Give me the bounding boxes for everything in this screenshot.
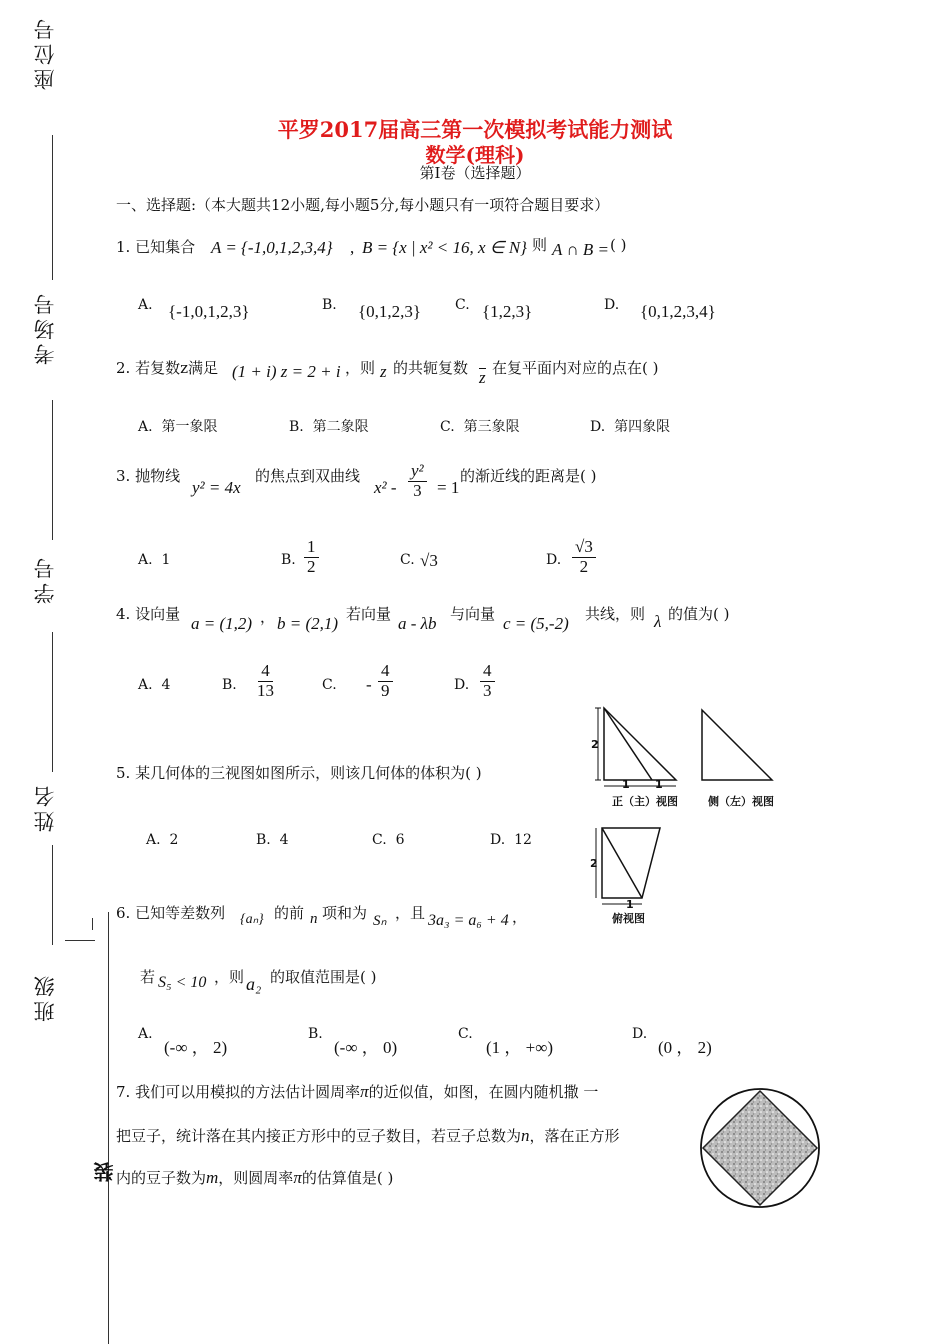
q3-option-c-value: √3 xyxy=(420,551,438,570)
front-view-caption: 正（主）视图 xyxy=(612,795,678,808)
q7-n: n xyxy=(521,1126,530,1145)
q6-a2: a₂ xyxy=(246,974,262,994)
q1-option-c-label: C. xyxy=(455,297,470,313)
student-id-fill-line xyxy=(52,632,53,772)
q4-mid3: 共线，则 xyxy=(585,605,646,623)
q4-option-b-numerator: 4 xyxy=(258,662,273,682)
student-id-label: 学号 xyxy=(33,554,57,604)
side-view-caption: 侧（左）视图 xyxy=(708,795,774,808)
q5-option-d-label: D. xyxy=(490,832,506,848)
q2-option-c-label: C. xyxy=(440,419,455,435)
q3-hyperbola-denominator: 3 xyxy=(413,480,422,500)
q7-pi-2: π xyxy=(293,1168,302,1187)
q4-lead: 设向量 xyxy=(135,605,181,623)
q4-option-c-numerator: 4 xyxy=(378,662,393,682)
q3-option-d-label: D. xyxy=(546,552,562,568)
q3-hyperbola-numerator: y² xyxy=(408,462,427,482)
q4-mid: 若向量 xyxy=(346,605,392,623)
q3-parabola: y² = 4x xyxy=(192,478,241,497)
q5-option-a-value: 2 xyxy=(169,832,179,848)
q4-option-b-denominator: 13 xyxy=(257,680,274,700)
binding-tick xyxy=(92,918,93,930)
q2-z: z xyxy=(380,362,387,381)
q6-option-c-value: (1 ， +∞) xyxy=(486,1038,554,1057)
q6-line2-tail: 的取值范围是( ) xyxy=(270,968,377,986)
q1-then: 则 xyxy=(532,236,548,254)
q2-z-bar: z xyxy=(479,368,486,387)
q2-tail: 在复平面内对应的点在( ) xyxy=(492,359,659,377)
q7-number: 7. xyxy=(116,1083,131,1101)
q7-line2b: ，落在正方形 xyxy=(529,1127,620,1145)
q6-s5-condition: S₅ < 10 xyxy=(158,974,207,991)
q5-option-c-label: C. xyxy=(372,832,387,848)
q6-sum: Sₙ xyxy=(373,913,387,929)
q2-option-d-value: 第四象限 xyxy=(614,419,671,435)
seat-label: 座位号 xyxy=(33,15,57,90)
q3-lead: 抛物线 xyxy=(135,467,181,485)
q1-comma: , xyxy=(350,238,355,257)
front-view-height-label: 2 xyxy=(591,738,599,751)
q2-conjugate-text: 的共轭复数 xyxy=(393,359,469,377)
three-view-figure xyxy=(590,700,790,930)
q4-option-c-denominator: 9 xyxy=(381,680,390,700)
q1-option-b-value: {0,1,2,3} xyxy=(358,302,422,321)
q1-lead: 已知集合 xyxy=(135,238,196,256)
exam-room-label: 考场号 xyxy=(33,290,57,365)
q6-end: ， xyxy=(512,908,528,926)
name-fill-line xyxy=(52,845,53,945)
q6-option-d-label: D. xyxy=(632,1026,648,1042)
q6-mid: 的前 xyxy=(274,904,305,922)
q6-option-a-label: A. xyxy=(138,1026,153,1042)
q6-number: 6. xyxy=(116,904,131,922)
q4-tail: 的值为( ) xyxy=(668,605,730,623)
q4-mid2: 与向量 xyxy=(450,605,496,623)
q6-option-b-label: B. xyxy=(308,1026,323,1042)
q4-combination: a - λb xyxy=(398,614,437,633)
q2-equation: (1 + i) z = 2 + i xyxy=(232,362,341,381)
q1-set-a: A = {-1,0,1,2,3,4} xyxy=(211,238,333,257)
q3-option-a-value: 1 xyxy=(161,552,171,568)
q7-line3b: ，则圆周率 xyxy=(218,1169,294,1187)
q4-vector-b: b = (2,1) xyxy=(277,614,339,633)
q5-option-b-value: 4 xyxy=(279,832,289,848)
q3-mid: 的焦点到双曲线 xyxy=(255,467,361,485)
front-view xyxy=(595,708,676,786)
q4-vector-a: a = (1,2) xyxy=(191,614,253,633)
binding-mark: 装 xyxy=(93,1162,117,1182)
q2-number: 2. xyxy=(116,359,131,377)
q3-option-a-label: A. xyxy=(138,552,153,568)
q2-option-c-value: 第三象限 xyxy=(463,419,520,435)
circle-square-figure xyxy=(697,1085,823,1211)
q1-option-a-label: A. xyxy=(138,297,153,313)
q3-option-c-label: C. xyxy=(400,552,415,568)
q6-sequence: {aₙ} xyxy=(240,912,264,927)
q1-answer-paren: ( ) xyxy=(610,236,627,254)
q4-option-c-label: C. xyxy=(322,677,337,693)
q4-vector-c: c = (5,-2) xyxy=(503,614,569,633)
q6-condition: 3a₃ = a₆ + 4 xyxy=(428,912,509,929)
top-view-height-label: 2 xyxy=(590,857,598,870)
q4-option-a-label: A. xyxy=(138,677,153,693)
q3-number: 3. xyxy=(116,467,131,485)
q5-option-d-value: 12 xyxy=(514,832,532,848)
q7-line3a: 内的豆子数为 xyxy=(116,1169,207,1187)
front-view-unit-label-2: 1 xyxy=(655,778,663,791)
q3-hyperbola-right: = 1 xyxy=(437,478,460,497)
page-title: 平罗2017届高三第一次模拟考试能力测试 xyxy=(277,117,673,142)
q5-number: 5. xyxy=(116,764,131,782)
q4-lambda: λ xyxy=(654,612,662,631)
q1-option-b-label: B. xyxy=(322,297,337,313)
q5-option-c-value: 6 xyxy=(395,832,405,848)
q3-hyperbola-left: x² - xyxy=(374,478,397,497)
q1-option-d-label: D. xyxy=(604,297,620,313)
q6-option-a-value: (-∞ ， 2) xyxy=(164,1038,228,1057)
q6-mid2: 项和为 xyxy=(322,904,368,922)
q4-number: 4. xyxy=(116,605,131,623)
q6-option-c-label: C. xyxy=(458,1026,473,1042)
q4-comma: ， xyxy=(260,608,276,626)
q1-number: 1. xyxy=(116,238,131,256)
q6-option-b-value: (-∞ ， 0) xyxy=(334,1038,398,1057)
section-heading: 一、选择题:（本大题共12小题,每小题5分,每小题只有一项符合题目要求） xyxy=(116,196,610,214)
q7-line2a: 把豆子，统计落在其内接正方形中的豆子数目，若豆子总数为 xyxy=(116,1127,522,1145)
q2-then: ，则 xyxy=(345,359,376,377)
q1-option-d-value: {0,1,2,3,4} xyxy=(640,302,716,321)
q5-text: 某几何体的三视图如图所示，则该几何体的体积为( ) xyxy=(135,764,482,782)
q4-option-b-label: B. xyxy=(222,677,237,693)
page-subtitle: 数学(理科) xyxy=(425,143,525,167)
q6-mid3: ，且 xyxy=(395,904,426,922)
q7-line1a: 我们可以用模拟的方法估计圆周率 xyxy=(135,1083,361,1101)
q7-pi: π xyxy=(360,1082,369,1101)
class-underline xyxy=(65,940,95,941)
q4-option-a-value: 4 xyxy=(161,677,171,693)
q1-option-c-value: {1,2,3} xyxy=(482,302,533,321)
q7-line1b: 的近似值，如图，在圆内随机撒 一 xyxy=(368,1083,599,1101)
q2-option-b-label: B. xyxy=(289,419,304,435)
q3-option-d-denominator: 2 xyxy=(579,556,589,576)
name-label: 姓名 xyxy=(33,782,57,832)
top-view-unit-label: 1 xyxy=(626,898,634,911)
q3-option-b-denominator: 2 xyxy=(307,556,316,576)
q5-option-b-label: B. xyxy=(256,832,271,848)
q3-option-b-label: B. xyxy=(281,552,296,568)
volume-label: 第Ⅰ卷（选择题） xyxy=(419,164,531,182)
q6-line2-lead: 若 xyxy=(140,968,156,986)
q7-line3c: 的估算值是( ) xyxy=(301,1169,394,1187)
q6-option-d-value: (0 ， 2) xyxy=(658,1038,712,1057)
q7-m: m xyxy=(206,1168,219,1187)
top-view-caption: 俯视图 xyxy=(612,912,645,925)
top-view xyxy=(596,828,660,904)
q6-lead: 已知等差数列 xyxy=(135,904,226,922)
q2-option-a-label: A. xyxy=(138,419,153,435)
class-label: 班级 xyxy=(33,972,57,1022)
q5-option-a-label: A. xyxy=(146,832,161,848)
q2-lead: 若复数z满足 xyxy=(135,359,218,377)
binding-line xyxy=(108,912,109,1344)
q3-option-d-numerator: √3 xyxy=(572,538,596,558)
q3-tail: 的渐近线的距离是( ) xyxy=(460,467,597,485)
q4-option-d-denominator: 3 xyxy=(483,680,492,700)
q1-expression: A ∩ B = xyxy=(552,240,609,259)
front-view-unit-label-1: 1 xyxy=(622,778,630,791)
q2-option-a-value: 第一象限 xyxy=(161,419,218,435)
q4-option-d-label: D. xyxy=(454,677,470,693)
q6-n: n xyxy=(310,911,318,927)
q4-option-c-sign: - xyxy=(366,675,372,694)
q3-option-b-numerator: 1 xyxy=(304,538,319,558)
q6-line2-mid: ，则 xyxy=(214,968,245,986)
q1-option-a-value: {-1,0,1,2,3} xyxy=(168,302,250,321)
side-view xyxy=(702,710,772,780)
q2-option-b-value: 第二象限 xyxy=(312,419,369,435)
q2-option-d-label: D. xyxy=(590,419,606,435)
q4-option-d-numerator: 4 xyxy=(480,662,495,682)
exam-room-fill-line xyxy=(52,400,53,540)
q1-set-b: B = {x | x² < 16, x ∈ N} xyxy=(362,238,527,257)
